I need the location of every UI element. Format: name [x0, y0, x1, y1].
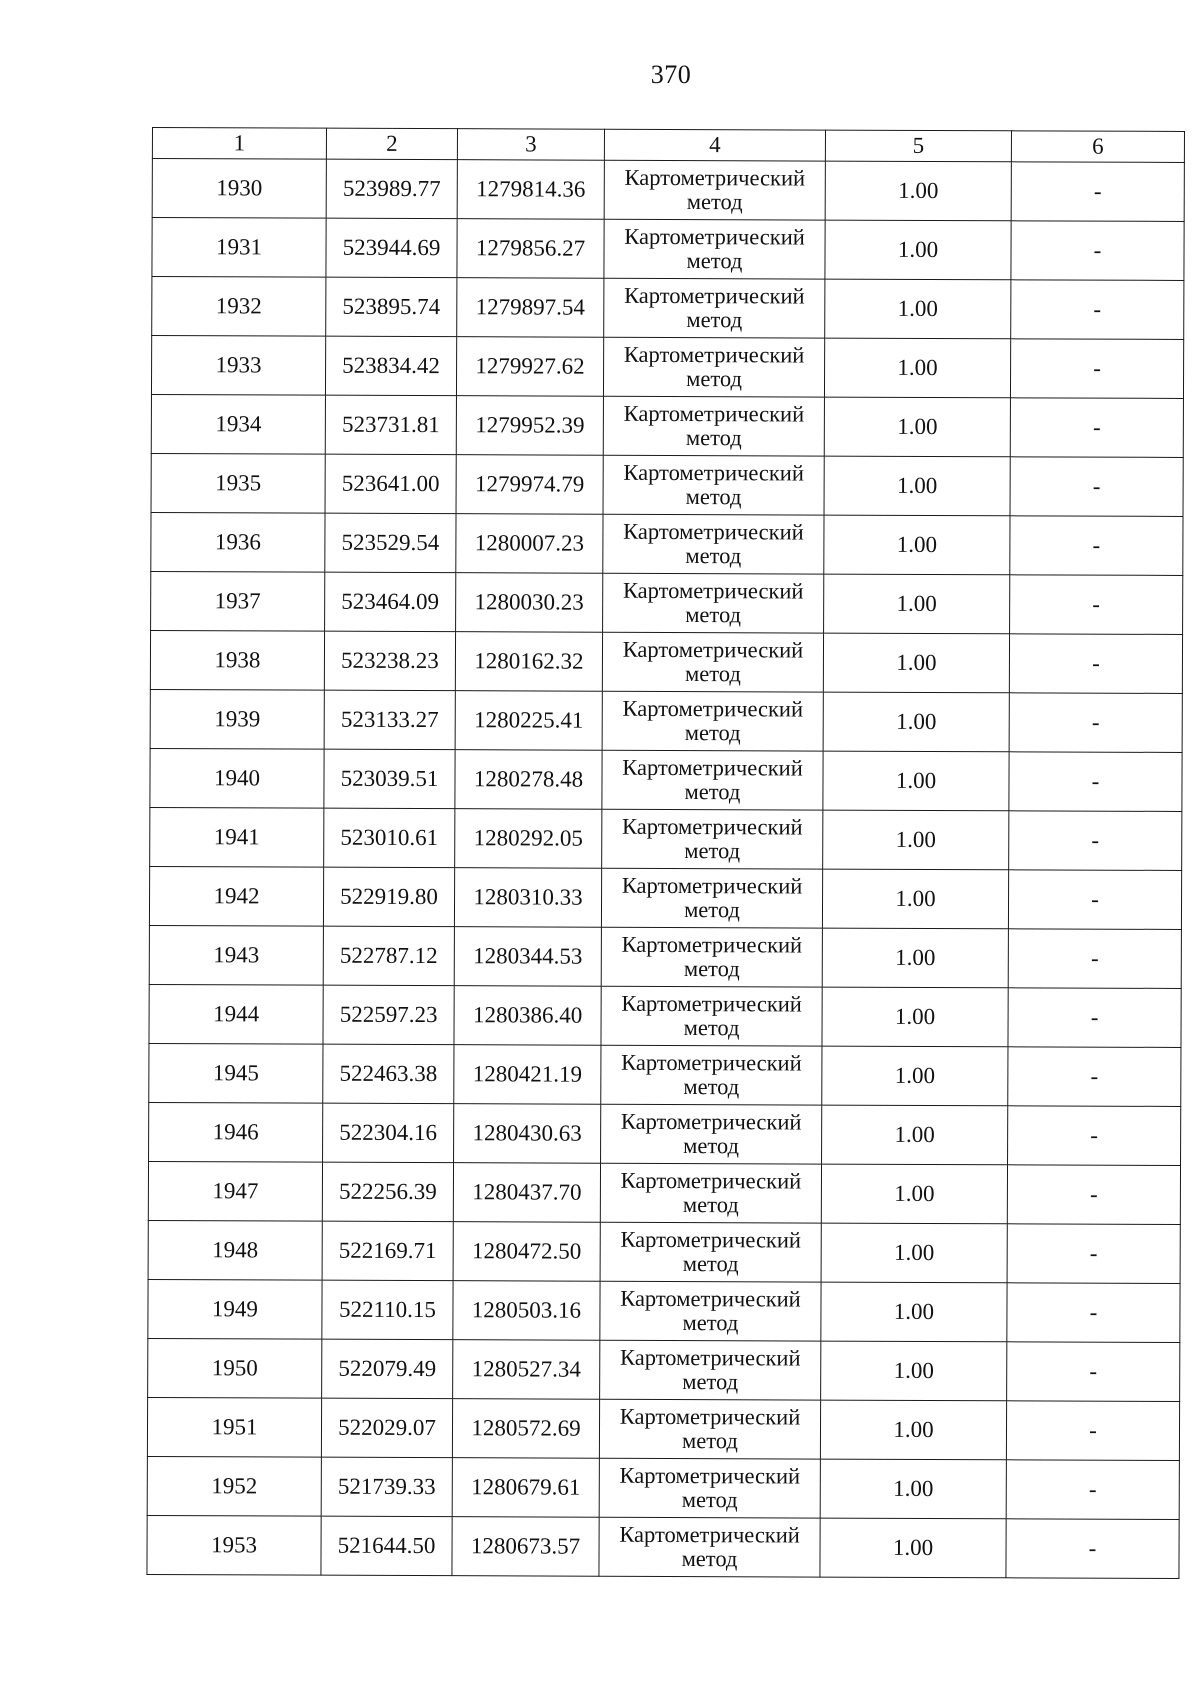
cell-coordinate-y: 1280527.34 [453, 1340, 600, 1400]
cell-method [603, 337, 824, 397]
cell-accuracy: 1.00 [820, 1518, 1006, 1578]
column-header-3: 3 [457, 129, 604, 161]
method-line-2: метод [684, 661, 741, 687]
table-row [149, 984, 1181, 1047]
method-line-2: метод [683, 1133, 740, 1159]
cell-coordinate-y: 1280278.48 [455, 750, 602, 810]
table-row [148, 1338, 1180, 1401]
cell-description: - [1011, 221, 1184, 281]
cell-coordinate-y: 1280472.50 [453, 1222, 600, 1282]
cell-point-number: 1946 [149, 1102, 323, 1162]
cell-method [604, 219, 825, 279]
table-row [148, 1220, 1180, 1283]
method-line-2: метод [681, 1546, 738, 1572]
method-line-2: метод [685, 543, 742, 569]
cell-accuracy: 1.00 [825, 220, 1011, 280]
cell-coordinate-y: 1280310.33 [454, 868, 601, 928]
method-line-1: Картометрический [620, 1167, 802, 1194]
method-line-1: Картометрический [624, 282, 805, 309]
coordinates-table [146, 127, 1185, 1579]
cell-point-number: 1942 [149, 866, 323, 926]
method-line-1: Картометрический [622, 754, 803, 781]
cell-coordinate-x: 523010.61 [324, 808, 455, 868]
method-line-2: метод [682, 1251, 739, 1277]
page-number: 370 [650, 60, 692, 89]
cell-method [603, 396, 824, 456]
cell-description: - [1008, 988, 1181, 1048]
method-line-1: Картометрический [622, 813, 803, 840]
cell-description: - [1008, 870, 1181, 930]
method-line-2: метод [681, 1487, 738, 1513]
cell-point-number: 1936 [151, 512, 325, 572]
cell-point-number: 1953 [147, 1515, 321, 1575]
column-header-1: 1 [152, 128, 326, 160]
cell-description: - [1007, 1342, 1180, 1402]
method-line-2: метод [684, 838, 741, 864]
method-line-2: метод [683, 1074, 740, 1100]
cell-accuracy: 1.00 [825, 161, 1011, 221]
table-row [148, 1279, 1180, 1342]
cell-accuracy: 1.00 [821, 1164, 1007, 1224]
cell-coordinate-y: 1280679.61 [452, 1458, 599, 1518]
cell-coordinate-y: 1280430.63 [454, 1104, 601, 1164]
cell-point-number: 1948 [148, 1220, 322, 1280]
cell-point-number: 1952 [147, 1456, 321, 1516]
table-row [149, 866, 1181, 929]
cell-method [604, 160, 825, 220]
cell-point-number: 1935 [151, 453, 325, 513]
method-line-2: метод [683, 1015, 740, 1041]
cell-method [602, 809, 823, 869]
cell-coordinate-x: 522256.39 [322, 1162, 453, 1222]
cell-coordinate-x: 523238.23 [324, 631, 455, 691]
table-row [151, 394, 1183, 457]
cell-coordinate-y: 1280007.23 [456, 514, 603, 574]
cell-point-number: 1941 [150, 807, 324, 867]
cell-coordinate-x: 522597.23 [323, 985, 454, 1045]
cell-description: - [1010, 339, 1183, 399]
cell-point-number: 1945 [149, 1043, 323, 1103]
cell-coordinate-y: 1280421.19 [454, 1045, 601, 1105]
cell-description: - [1010, 457, 1183, 517]
method-line-2: метод [682, 1192, 739, 1218]
method-line-1: Картометрический [624, 164, 806, 191]
cell-method [601, 1104, 822, 1164]
cell-description: - [1007, 1165, 1180, 1225]
column-header-6: 6 [1011, 131, 1184, 163]
method-line-2: метод [684, 897, 740, 923]
cell-coordinate-y: 1280572.69 [452, 1399, 599, 1459]
method-line-1: Картометрический [621, 1049, 802, 1076]
method-line-2: метод [684, 720, 741, 746]
cell-coordinate-y: 1279856.27 [457, 219, 604, 279]
cell-coordinate-y: 1280162.32 [455, 632, 602, 692]
cell-accuracy: 1.00 [821, 1223, 1007, 1283]
method-line-1: Картометрический [619, 1344, 801, 1371]
method-line-1: Картометрический [620, 1226, 802, 1253]
method-line-1: Картометрический [622, 636, 804, 663]
cell-point-number: 1950 [148, 1338, 322, 1398]
method-line-1: Картометрический [623, 518, 804, 545]
method-line-1: Картометрический [624, 223, 805, 250]
table-header-row [152, 128, 1184, 163]
table-row [152, 277, 1184, 340]
table-row [147, 1397, 1179, 1460]
cell-coordinate-y: 1280673.57 [452, 1517, 599, 1577]
method-line-2: метод [684, 779, 741, 805]
method-line-1: Картометрический [622, 695, 804, 722]
method-line-2: метод [686, 189, 743, 215]
cell-accuracy: 1.00 [824, 397, 1010, 457]
cell-coordinate-x: 522029.07 [321, 1398, 452, 1458]
cell-coordinate-x: 522110.15 [322, 1280, 453, 1340]
cell-point-number: 1931 [152, 218, 326, 278]
cell-coordinate-x: 523895.74 [326, 277, 457, 337]
method-line-1: Картометрический [620, 1285, 801, 1312]
method-line-1: Картометрический [619, 1403, 801, 1430]
cell-coordinate-x: 523529.54 [325, 513, 456, 573]
cell-point-number: 1947 [148, 1161, 322, 1221]
cell-accuracy: 1.00 [823, 633, 1009, 693]
table-row [148, 1161, 1180, 1224]
cell-coordinate-x: 522169.71 [322, 1221, 453, 1281]
cell-accuracy: 1.00 [822, 1046, 1008, 1106]
coordinates-table-wrapper [146, 127, 1184, 1579]
cell-method [603, 514, 824, 574]
cell-accuracy: 1.00 [822, 1105, 1008, 1165]
cell-point-number: 1938 [150, 630, 324, 690]
cell-coordinate-x: 522463.38 [323, 1044, 454, 1104]
cell-coordinate-y: 1279897.54 [457, 278, 604, 338]
cell-coordinate-x: 521739.33 [321, 1457, 452, 1517]
cell-accuracy: 1.00 [820, 1400, 1006, 1460]
cell-method [600, 1222, 821, 1282]
cell-coordinate-x: 523731.81 [325, 395, 456, 455]
cell-description: - [1008, 929, 1181, 989]
cell-method [600, 1281, 821, 1341]
cell-description: - [1011, 162, 1184, 222]
cell-description: - [1008, 1106, 1181, 1166]
method-line-2: метод [685, 602, 742, 628]
table-row [149, 1102, 1181, 1165]
cell-method [599, 1517, 820, 1577]
cell-accuracy: 1.00 [821, 1282, 1007, 1342]
cell-method [602, 632, 823, 692]
cell-description: - [1009, 752, 1182, 812]
cell-point-number: 1937 [151, 571, 325, 631]
cell-accuracy: 1.00 [824, 574, 1010, 634]
method-line-1: Картометрический [621, 990, 802, 1017]
table-row [150, 630, 1182, 693]
cell-coordinate-x: 523464.09 [325, 572, 456, 632]
cell-point-number: 1951 [147, 1397, 321, 1457]
cell-method [600, 1163, 821, 1223]
method-line-1: Картометрический [623, 459, 804, 486]
method-line-2: метод [683, 956, 740, 982]
cell-coordinate-x: 523989.77 [326, 159, 457, 219]
cell-accuracy: 1.00 [822, 987, 1008, 1047]
cell-accuracy: 1.00 [823, 751, 1009, 811]
method-line-1: Картометрический [619, 1462, 801, 1489]
cell-method [603, 455, 824, 515]
table-row [150, 689, 1182, 752]
method-line-2: метод [685, 484, 742, 510]
cell-accuracy: 1.00 [825, 279, 1011, 339]
method-line-1: Картометрический [621, 872, 803, 899]
column-header-4: 4 [604, 129, 825, 161]
cell-coordinate-y: 1280503.16 [453, 1281, 600, 1341]
cell-coordinate-x: 523944.69 [326, 218, 457, 278]
column-header-5: 5 [825, 130, 1011, 162]
cell-description: - [1010, 516, 1183, 576]
cell-coordinate-x: 523641.00 [325, 454, 456, 514]
cell-description: - [1006, 1519, 1179, 1579]
cell-coordinate-x: 523834.42 [325, 336, 456, 396]
cell-coordinate-y: 1279952.39 [456, 396, 603, 456]
cell-accuracy: 1.00 [820, 1459, 1006, 1519]
cell-coordinate-x: 522304.16 [323, 1103, 454, 1163]
cell-point-number: 1940 [150, 748, 324, 808]
method-line-1: Картометрический [623, 341, 805, 368]
cell-description: - [1009, 634, 1182, 694]
cell-point-number: 1934 [151, 394, 325, 454]
table-row [151, 453, 1183, 516]
cell-description: - [1009, 693, 1182, 753]
cell-accuracy: 1.00 [822, 869, 1008, 929]
cell-method [601, 868, 822, 928]
table-row [151, 336, 1183, 399]
cell-coordinate-x: 522787.12 [323, 926, 454, 986]
cell-accuracy: 1.00 [823, 692, 1009, 752]
cell-method [602, 750, 823, 810]
table-row [147, 1456, 1179, 1519]
cell-coordinate-y: 1280292.05 [455, 809, 602, 869]
cell-point-number: 1932 [152, 277, 326, 337]
cell-accuracy: 1.00 [823, 810, 1009, 870]
cell-point-number: 1944 [149, 984, 323, 1044]
table-row [152, 159, 1184, 222]
cell-accuracy: 1.00 [824, 515, 1010, 575]
cell-point-number: 1949 [148, 1279, 322, 1339]
cell-method [602, 691, 823, 751]
method-line-1: Картометрический [622, 577, 804, 604]
cell-accuracy: 1.00 [824, 338, 1010, 398]
method-line-2: метод [686, 307, 743, 333]
table-row [151, 512, 1183, 575]
table-row [150, 807, 1182, 870]
cell-coordinate-y: 1280344.53 [454, 927, 601, 987]
cell-method [601, 927, 822, 987]
method-line-1: Картометрический [619, 1521, 800, 1548]
table-body [147, 159, 1184, 1579]
cell-method [601, 986, 822, 1046]
cell-coordinate-y: 1280030.23 [456, 573, 603, 633]
table-row [149, 925, 1181, 988]
cell-description: - [1011, 280, 1184, 340]
method-line-2: метод [682, 1428, 738, 1454]
method-line-2: метод [682, 1369, 739, 1395]
method-line-2: метод [682, 1310, 739, 1336]
method-line-2: метод [686, 366, 742, 392]
cell-method [601, 1045, 822, 1105]
column-header-2: 2 [326, 128, 457, 160]
cell-description: - [1006, 1460, 1179, 1520]
cell-description: - [1009, 811, 1182, 871]
cell-method [600, 1340, 821, 1400]
cell-coordinate-x: 523133.27 [324, 690, 455, 750]
table-row [151, 571, 1183, 634]
table-row [147, 1515, 1179, 1578]
cell-coordinate-y: 1279814.36 [457, 160, 604, 220]
cell-coordinate-y: 1280437.70 [453, 1163, 600, 1223]
cell-description: - [1010, 398, 1183, 458]
cell-method [604, 278, 825, 338]
cell-coordinate-y: 1280386.40 [454, 986, 601, 1046]
method-line-2: метод [685, 425, 742, 451]
cell-accuracy: 1.00 [821, 1341, 1007, 1401]
cell-point-number: 1939 [150, 689, 324, 749]
cell-description: - [1007, 1283, 1180, 1343]
method-line-1: Картометрический [621, 931, 803, 958]
table-row [150, 748, 1182, 811]
cell-coordinate-y: 1279974.79 [456, 455, 603, 515]
cell-coordinate-x: 522919.80 [323, 867, 454, 927]
cell-coordinate-y: 1280225.41 [455, 691, 602, 751]
cell-coordinate-x: 523039.51 [324, 749, 455, 809]
method-line-1: Картометрический [623, 400, 805, 427]
table-row [149, 1043, 1181, 1106]
cell-method [599, 1458, 820, 1518]
cell-method [599, 1399, 820, 1459]
cell-point-number: 1930 [152, 159, 326, 219]
cell-point-number: 1943 [149, 925, 323, 985]
cell-coordinate-x: 521644.50 [321, 1516, 452, 1576]
table-row [152, 218, 1184, 281]
method-line-2: метод [686, 248, 743, 274]
cell-description: - [1007, 1224, 1180, 1284]
cell-coordinate-x: 522079.49 [322, 1339, 453, 1399]
cell-accuracy: 1.00 [824, 456, 1010, 516]
cell-accuracy: 1.00 [822, 928, 1008, 988]
cell-method [603, 573, 824, 633]
cell-description: - [1010, 575, 1183, 635]
cell-point-number: 1933 [151, 336, 325, 396]
method-line-1: Картометрический [620, 1108, 802, 1135]
cell-coordinate-y: 1279927.62 [456, 337, 603, 397]
cell-description: - [1008, 1047, 1181, 1107]
cell-description: - [1006, 1401, 1179, 1461]
